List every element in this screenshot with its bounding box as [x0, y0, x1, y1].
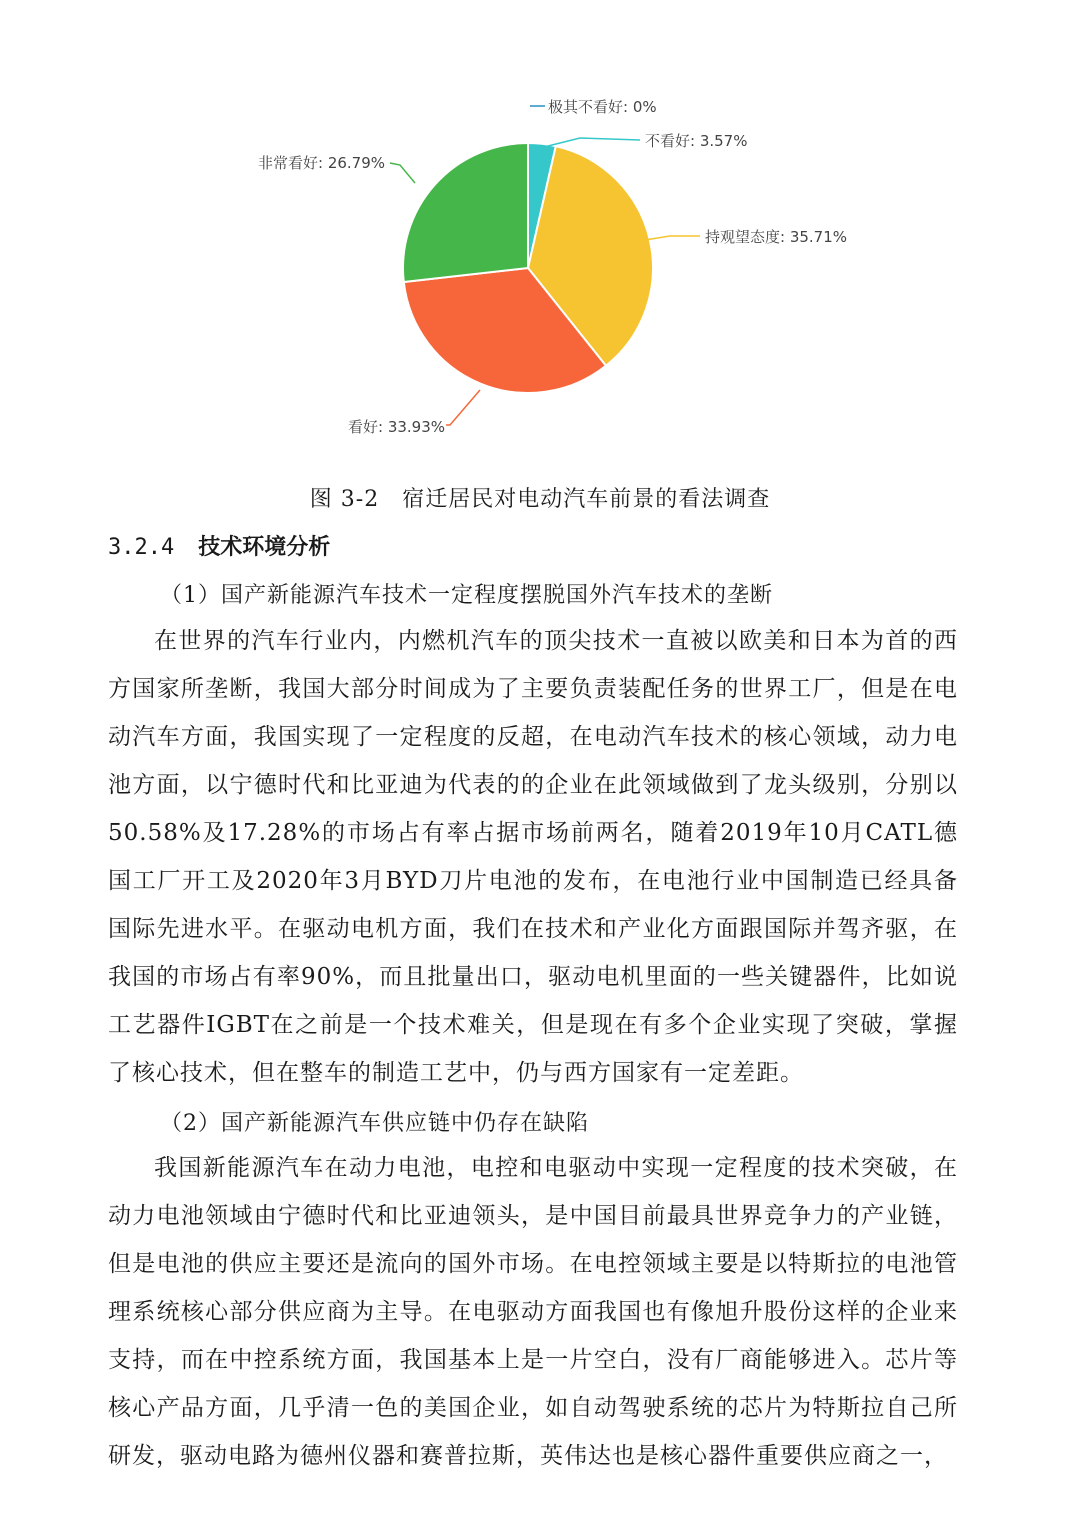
- subheading-2: （2）国产新能源汽车供应链中仍存在缺陷: [160, 1111, 589, 1136]
- pie-slice-4: [403, 143, 528, 282]
- section-heading: [108, 530, 330, 561]
- leader-line-4: [390, 163, 415, 183]
- pie-label-4: 非常看好: 26.79%: [258, 154, 386, 172]
- section-title: 技术环境分析: [198, 535, 331, 560]
- figure-caption: 图 3-2 宿迁居民对电动汽车前景的看法调查: [309, 487, 771, 512]
- pie-label-3: 看好: 33.93%: [348, 418, 446, 436]
- section-number: 3.2.4: [108, 535, 175, 560]
- paragraph-1: 在世界的汽车行业内，内燃机汽车的顶尖技术一直被以欧美和日本为首的西方国家所垄断，我国大部分时间成为了主要负责装配任务的世界工厂，但是在电动汽车方面，我国实现了一定程度的反超，在电动汽车技术的核心领域，动力电池方面，以宁德时代和比亚迪为代表的的企业在此领域做到了龙头级别，分别以50.58%及17.28%的市场占有率占据市场前两名，随着2019年10月CATL德国工厂开工及2020年3月BYD刀片电池的发布，在电池行业中国制造已经具备国际先进水平。在驱动电机方面，我们在技术和产业化方面跟国际并驾齐驱，在我国的市场占有率90%，而且批量出口，驱动电机里面的一些关键器件，比如说工艺器件IGBT在之前是一个技术难关，但是现在有多个企业实现了突破，掌握了核心技术，但在整车的制造工艺中，仍与西方国家有一定差距。: [108, 628, 958, 1086]
- leader-line-3: [446, 390, 480, 425]
- leader-line-2: [645, 236, 700, 240]
- paragraph-2: 我国新能源汽车在动力电池，电控和电驱动中实现一定程度的技术突破，在动力电池领域由宁德时代和比亚迪领头，是中国目前最具世界竞争力的产业链，但是电池的供应主要还是流向的国外市场。在电控领域主要是以特斯拉的电池管理系统核心部分供应商为主导。在电驱动方面我国也有像旭升股份这样的企业来支持，而在中控系统方面，我国基本上是一片空白，没有厂商能够进入。芯片等核心产品方面，几乎清一色的美国企业，如自动驾驶系统的芯片为特斯拉自己所研发，驱动电路为德州仪器和赛普拉斯，英伟达也是核心器件重要供应商之一，: [108, 1155, 958, 1469]
- pie-chart: [150, 70, 930, 470]
- pie-svg: [150, 70, 930, 470]
- subheading-1: （1）国产新能源汽车技术一定程度摆脱国外汽车技术的垄断: [160, 583, 773, 608]
- pie-label-2: 持观望态度: 35.71%: [705, 228, 848, 246]
- pie-label-0: 极其不看好: 0%: [548, 98, 657, 116]
- pie-label-1: 不看好: 3.57%: [645, 132, 748, 150]
